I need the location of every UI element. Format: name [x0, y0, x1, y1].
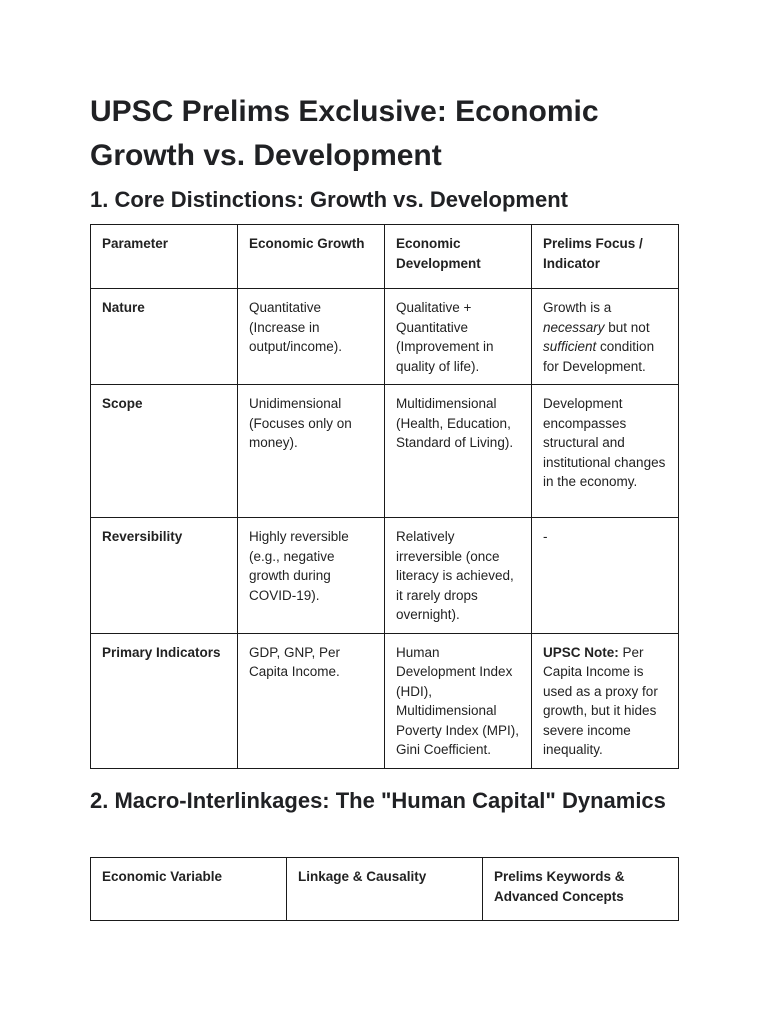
page-title: UPSC Prelims Exclusive: Economic Growth vs. Development: [90, 95, 599, 172]
row-development-cell: Human Development Index (HDI), Multidimensional Poverty Index (MPI), Gini Coefficient.: [385, 633, 532, 768]
section-heading-macro-interlinkages: 2. Macro-Interlinkages: The "Human Capital" Dynamics: [90, 788, 666, 813]
row-parameter: Primary Indicators: [91, 633, 238, 768]
row-parameter: Reversibility: [91, 518, 238, 634]
table-row: [91, 385, 679, 518]
header-economic-development: Economic Development: [385, 225, 532, 289]
row-focus-cell: Development encompasses structural and institutional changes in the economy.: [532, 385, 679, 518]
table-row: [91, 289, 679, 385]
row-development-cell: Qualitative + Quantitative (Improvement in quality of life).: [385, 289, 532, 385]
table-header-row: [91, 858, 679, 921]
table-row: [91, 518, 679, 634]
row-growth-cell: Highly reversible (e.g., negative growth during COVID-19).: [238, 518, 385, 634]
header-parameter: Parameter: [91, 225, 238, 289]
header-linkage-causality: Linkage & Causality: [287, 858, 483, 921]
row-growth-cell: Unidimensional (Focuses only on money).: [238, 385, 385, 518]
header-prelims-keywords: Prelims Keywords & Advanced Concepts: [483, 858, 679, 921]
row-growth-cell: Quantitative (Increase in output/income).: [238, 289, 385, 385]
row-focus-cell: -: [532, 518, 679, 634]
row-focus-cell: UPSC Note: Per Capita Income is used as a proxy for growth, but it hides severe income inequality.: [532, 633, 679, 768]
header-economic-growth: Economic Growth: [238, 225, 385, 289]
header-economic-variable: Economic Variable: [91, 858, 287, 921]
section-heading-core-distinctions: 1. Core Distinctions: Growth vs. Development: [90, 187, 568, 212]
core-distinctions-table: [90, 224, 679, 769]
row-parameter: Scope: [91, 385, 238, 518]
row-development-cell: Relatively irreversible (once literacy is achieved, it rarely drops overnight).: [385, 518, 532, 634]
header-prelims-focus: Prelims Focus / Indicator: [532, 225, 679, 289]
table-row: [91, 633, 679, 768]
row-focus-cell: Growth is a necessary but not sufficient condition for Development.: [532, 289, 679, 385]
row-development-cell: Multidimensional (Health, Education, Standard of Living).: [385, 385, 532, 518]
macro-interlinkages-table: [90, 857, 679, 921]
row-parameter: Nature: [91, 289, 238, 385]
row-growth-cell: GDP, GNP, Per Capita Income.: [238, 633, 385, 768]
table-header-row: [91, 225, 679, 289]
